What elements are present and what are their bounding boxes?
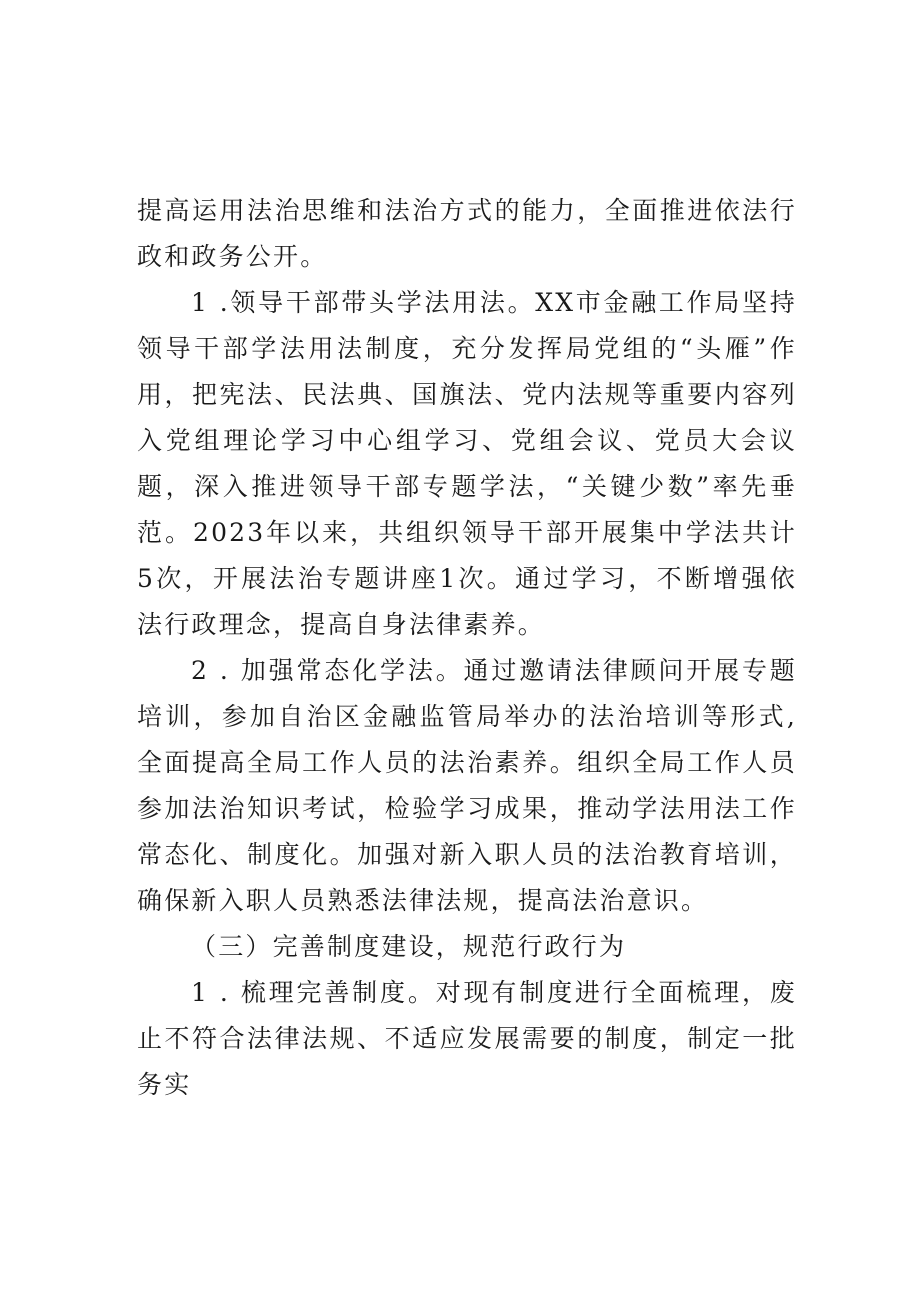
document-body <box>137 188 797 1108</box>
section-heading: （三）完善制度建设，规范行政行为 <box>191 932 627 961</box>
paragraph-improve-system: 1 . 梳理完善制度。对现有制度进行全面梳理，废止不符合法律法规、不适应发展需要的制度，制定一批务实 <box>137 978 797 1099</box>
paragraph-leaders-study-law: 1 .领导干部带头学法用法。XX市金融工作局坚持领导干部学法用法制度，充分发挥局党组的“头雁”作用，把宪法、民法典、国旗法、党内法规等重要内容列入党组理论学习中心组学习、党组会议、党员大会议题，深入推进领导干部专题学法，“关键少数”率先垂范。2023年以来，共组织领导干部开展集中学法共计5次，开展法治专题讲座1次。通过学习，不断增强依法行政理念，提高自身法律素养。 <box>137 288 797 639</box>
paragraph-continuation: 提高运用法治思维和法治方式的能力，全面推进依法行政和政务公开。 <box>137 196 797 271</box>
paragraph-regular-study: 2 . 加强常态化学法。通过邀请法律顾问开展专题培训，参加自治区金融监管局举办的法治培训等形式,全面提高全局工作人员的法治素养。组织全局工作人员参加法治知识考试，检验学习成果，推动学法用法工作常态化、制度化。加强对新入职人员的法治教育培训，确保新入职人员熟悉法律法规，提高法治意识。 <box>137 656 797 915</box>
